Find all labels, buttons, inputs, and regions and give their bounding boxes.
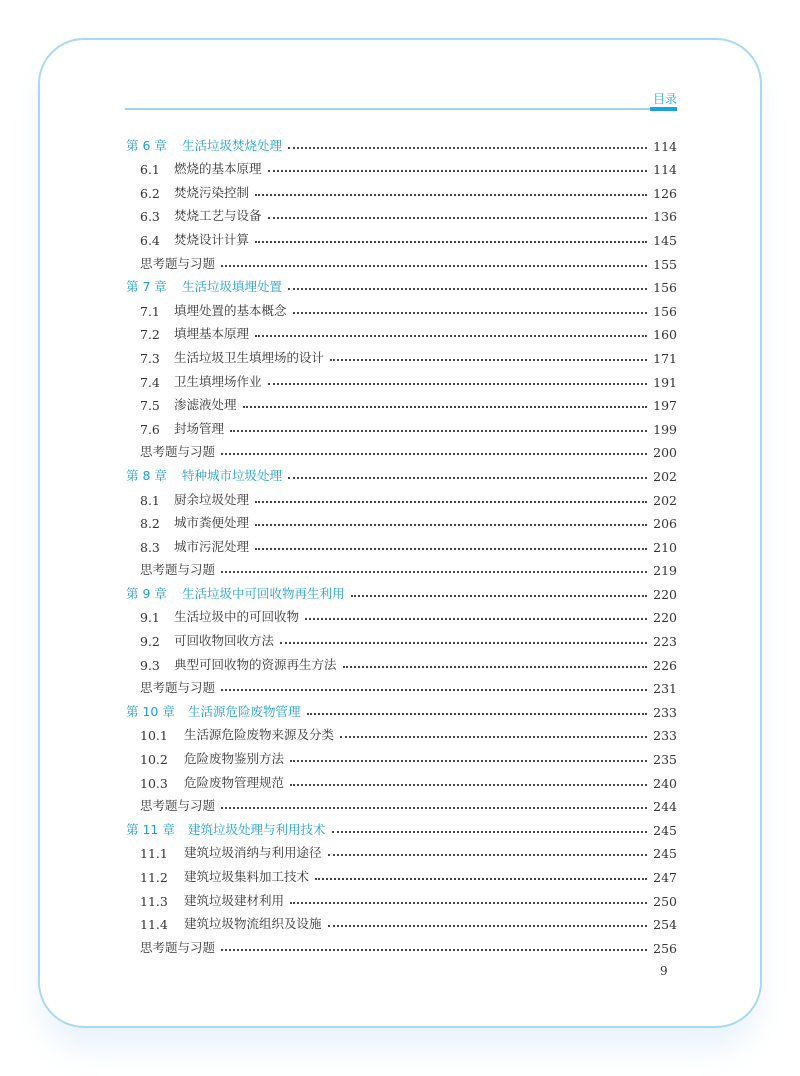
dot-leader bbox=[280, 642, 647, 644]
entry-title: 焚烧污染控制 bbox=[174, 184, 250, 200]
entry-number: 7.6 bbox=[140, 421, 160, 437]
entry-page: 200 bbox=[653, 445, 677, 461]
entry-number: 7.4 bbox=[140, 374, 160, 390]
entry-title: 建筑垃圾建材利用 bbox=[184, 892, 285, 908]
entry-title: 卫生填埋场作业 bbox=[174, 373, 262, 389]
entry-number: 第 7 章 bbox=[126, 279, 167, 295]
entry-number: 8.1 bbox=[140, 492, 160, 508]
entry-title: 危险废物管理规范 bbox=[184, 774, 285, 790]
dot-leader bbox=[290, 902, 647, 904]
section-entry[interactable] bbox=[126, 177, 677, 201]
entry-title: 生活垃圾中的可回收物 bbox=[174, 609, 300, 625]
dot-leader bbox=[230, 430, 647, 432]
dot-leader bbox=[290, 760, 647, 762]
section-entry[interactable] bbox=[126, 319, 677, 343]
entry-page: 197 bbox=[653, 398, 677, 414]
entry-title: 生活源危险废物管理 bbox=[188, 703, 301, 719]
entry-title: 生活源危险废物来源及分类 bbox=[184, 727, 335, 743]
dot-leader bbox=[305, 618, 647, 620]
entry-title: 建筑垃圾消纳与利用途径 bbox=[184, 845, 322, 861]
dot-leader bbox=[330, 359, 647, 361]
entry-page: 223 bbox=[653, 634, 677, 650]
entry-number: 6.1 bbox=[140, 162, 160, 178]
dot-leader bbox=[290, 784, 647, 786]
exercise-entry[interactable] bbox=[126, 673, 677, 697]
chapter-entry[interactable] bbox=[126, 578, 677, 602]
entry-number: 8.3 bbox=[140, 539, 160, 555]
dot-leader bbox=[315, 878, 647, 880]
entry-page: 160 bbox=[653, 327, 677, 343]
entry-page: 220 bbox=[653, 586, 677, 602]
entry-title: 渗滤液处理 bbox=[174, 397, 237, 413]
entry-number: 6.2 bbox=[140, 185, 160, 201]
entry-number: 10.1 bbox=[140, 728, 168, 744]
dot-leader bbox=[307, 713, 648, 715]
entry-title: 填埋处置的基本概念 bbox=[174, 302, 287, 318]
section-entry[interactable] bbox=[126, 838, 677, 862]
entry-title: 城市污泥处理 bbox=[174, 538, 250, 554]
entry-number: 9.3 bbox=[140, 657, 160, 673]
entry-title: 特种城市垃圾处理 bbox=[182, 467, 283, 483]
dot-leader bbox=[288, 147, 647, 149]
chapter-entry[interactable] bbox=[126, 130, 677, 154]
entry-number: 11.4 bbox=[140, 917, 168, 933]
section-entry[interactable] bbox=[126, 743, 677, 767]
entry-page: 202 bbox=[653, 468, 677, 484]
section-entry[interactable] bbox=[126, 531, 677, 555]
entry-page: 247 bbox=[653, 870, 677, 885]
chapter-entry[interactable] bbox=[126, 272, 677, 296]
entry-page: 220 bbox=[653, 610, 677, 626]
section-entry[interactable] bbox=[126, 201, 677, 225]
entry-title: 典型可回收物的资源再生方法 bbox=[174, 656, 337, 672]
entry-page: 245 bbox=[653, 822, 677, 838]
entry-title: 生活垃圾焚烧处理 bbox=[182, 137, 283, 153]
section-entry[interactable] bbox=[126, 154, 677, 178]
entry-title: 思考题与习题 bbox=[140, 562, 216, 578]
entry-number: 11.3 bbox=[140, 893, 168, 909]
entry-number: 10.3 bbox=[140, 775, 168, 791]
entry-page: 199 bbox=[653, 421, 677, 437]
entry-page: 126 bbox=[653, 185, 677, 201]
entry-title: 焚烧设计计算 bbox=[174, 231, 250, 247]
entry-title: 填埋基本原理 bbox=[174, 326, 250, 342]
entry-title: 焚烧工艺与设备 bbox=[174, 208, 262, 224]
page-number: 9 bbox=[660, 964, 668, 978]
entry-title: 思考题与习题 bbox=[140, 680, 216, 696]
entry-title: 危险废物鉴别方法 bbox=[184, 751, 285, 767]
dot-leader bbox=[255, 194, 647, 196]
dot-leader bbox=[221, 807, 647, 809]
entry-page: 210 bbox=[653, 539, 677, 555]
dot-leader bbox=[293, 312, 648, 314]
entry-number: 第 9 章 bbox=[126, 585, 167, 601]
dot-leader bbox=[288, 477, 647, 479]
dot-leader bbox=[255, 501, 647, 503]
section-entry[interactable] bbox=[126, 342, 677, 366]
dot-leader bbox=[340, 736, 647, 738]
dot-leader bbox=[221, 571, 647, 573]
exercise-entry[interactable] bbox=[126, 791, 677, 815]
header-accent bbox=[650, 107, 677, 111]
entry-number: 11.2 bbox=[140, 870, 168, 885]
entry-page: 226 bbox=[653, 657, 677, 673]
entry-page: 254 bbox=[653, 917, 677, 933]
entry-page: 219 bbox=[653, 563, 677, 579]
entry-page: 191 bbox=[653, 374, 677, 390]
chapter-entry[interactable] bbox=[126, 814, 677, 838]
entry-title: 建筑垃圾集料加工技术 bbox=[184, 869, 310, 884]
section-entry[interactable] bbox=[126, 909, 677, 933]
entry-page: 240 bbox=[653, 775, 677, 791]
entry-page: 202 bbox=[653, 492, 677, 508]
dot-leader bbox=[255, 241, 647, 243]
dot-leader bbox=[332, 831, 648, 833]
dot-leader bbox=[351, 595, 648, 597]
section-entry[interactable] bbox=[126, 224, 677, 248]
entry-number: 11.1 bbox=[140, 846, 168, 862]
entry-page: 231 bbox=[653, 681, 677, 697]
entry-title: 建筑垃圾物流组织及设施 bbox=[184, 916, 322, 932]
exercise-entry[interactable] bbox=[126, 932, 677, 956]
dot-leader bbox=[255, 524, 647, 526]
entry-page: 156 bbox=[653, 303, 677, 319]
entry-title: 可回收物回收方法 bbox=[174, 633, 275, 649]
entry-page: 250 bbox=[653, 893, 677, 909]
entry-page: 145 bbox=[653, 232, 677, 248]
section-entry[interactable] bbox=[126, 602, 677, 626]
dot-leader bbox=[343, 666, 648, 668]
chapter-entry[interactable] bbox=[126, 696, 677, 720]
section-entry[interactable] bbox=[126, 508, 677, 532]
entry-title: 生活垃圾卫生填埋场的设计 bbox=[174, 349, 325, 365]
entry-number: 7.2 bbox=[140, 327, 160, 343]
section-entry[interactable] bbox=[126, 649, 677, 673]
entry-page: 171 bbox=[653, 350, 677, 366]
entry-title: 生活垃圾填埋处置 bbox=[182, 279, 283, 295]
exercise-entry[interactable] bbox=[126, 437, 677, 461]
dot-leader bbox=[221, 265, 647, 267]
dot-leader bbox=[268, 383, 648, 385]
entry-number: 7.5 bbox=[140, 398, 160, 414]
entry-page: 136 bbox=[653, 209, 677, 225]
dot-leader bbox=[221, 689, 647, 691]
entry-page: 244 bbox=[653, 799, 677, 815]
entry-title: 封场管理 bbox=[174, 420, 225, 436]
section-entry[interactable] bbox=[126, 413, 677, 437]
header-divider bbox=[125, 108, 677, 110]
dot-leader bbox=[243, 406, 648, 408]
entry-title: 生活垃圾中可回收物再生利用 bbox=[182, 585, 345, 601]
entry-page: 245 bbox=[653, 846, 677, 862]
chapter-entry[interactable] bbox=[126, 460, 677, 484]
entry-page: 256 bbox=[653, 940, 677, 956]
exercise-entry[interactable] bbox=[126, 555, 677, 579]
entry-number: 8.2 bbox=[140, 516, 160, 532]
section-entry[interactable] bbox=[126, 625, 677, 649]
entry-title: 思考题与习题 bbox=[140, 798, 216, 814]
header-title: 目录 bbox=[652, 92, 677, 106]
entry-title: 思考题与习题 bbox=[140, 444, 216, 460]
section-entry[interactable] bbox=[126, 767, 677, 791]
section-entry[interactable] bbox=[126, 861, 677, 885]
exercise-entry[interactable] bbox=[126, 248, 677, 272]
entry-number: 第 10 章 bbox=[126, 703, 175, 719]
dot-leader bbox=[268, 217, 648, 219]
entry-number: 6.4 bbox=[140, 232, 160, 248]
dot-leader bbox=[221, 949, 647, 951]
dot-leader bbox=[288, 288, 647, 290]
section-entry[interactable] bbox=[126, 484, 677, 508]
entry-number: 7.1 bbox=[140, 303, 160, 319]
entry-page: 206 bbox=[653, 516, 677, 532]
entry-number: 10.2 bbox=[140, 752, 168, 768]
entry-page: 114 bbox=[653, 138, 677, 154]
entry-number: 第 8 章 bbox=[126, 467, 167, 483]
dot-leader bbox=[328, 925, 648, 927]
entry-title: 城市粪便处理 bbox=[174, 515, 250, 531]
entry-page: 233 bbox=[653, 704, 677, 720]
entry-title: 燃烧的基本原理 bbox=[174, 161, 262, 177]
dot-leader bbox=[255, 548, 647, 550]
entry-number: 第 6 章 bbox=[126, 137, 167, 153]
dot-leader bbox=[255, 335, 647, 337]
entry-title: 建筑垃圾处理与利用技术 bbox=[188, 821, 326, 837]
entry-number: 9.2 bbox=[140, 634, 160, 650]
entry-number: 6.3 bbox=[140, 209, 160, 225]
dot-leader bbox=[268, 170, 648, 172]
entry-page: 156 bbox=[653, 280, 677, 296]
dot-leader bbox=[221, 453, 647, 455]
entry-number: 第 11 章 bbox=[126, 821, 175, 837]
section-entry[interactable] bbox=[126, 885, 677, 909]
entry-page: 114 bbox=[653, 162, 677, 178]
entry-page: 235 bbox=[653, 752, 677, 768]
entry-title: 思考题与习题 bbox=[140, 939, 216, 955]
table-of-contents bbox=[126, 130, 677, 956]
entry-number: 7.3 bbox=[140, 350, 160, 366]
section-entry[interactable] bbox=[126, 390, 677, 414]
section-entry[interactable] bbox=[126, 720, 677, 744]
entry-page: 233 bbox=[653, 728, 677, 744]
entry-number: 9.1 bbox=[140, 610, 160, 626]
section-entry[interactable] bbox=[126, 295, 677, 319]
entry-page: 155 bbox=[653, 256, 677, 272]
entry-title: 思考题与习题 bbox=[140, 255, 216, 271]
dot-leader bbox=[328, 854, 648, 856]
section-entry[interactable] bbox=[126, 366, 677, 390]
entry-title: 厨余垃圾处理 bbox=[174, 491, 250, 507]
